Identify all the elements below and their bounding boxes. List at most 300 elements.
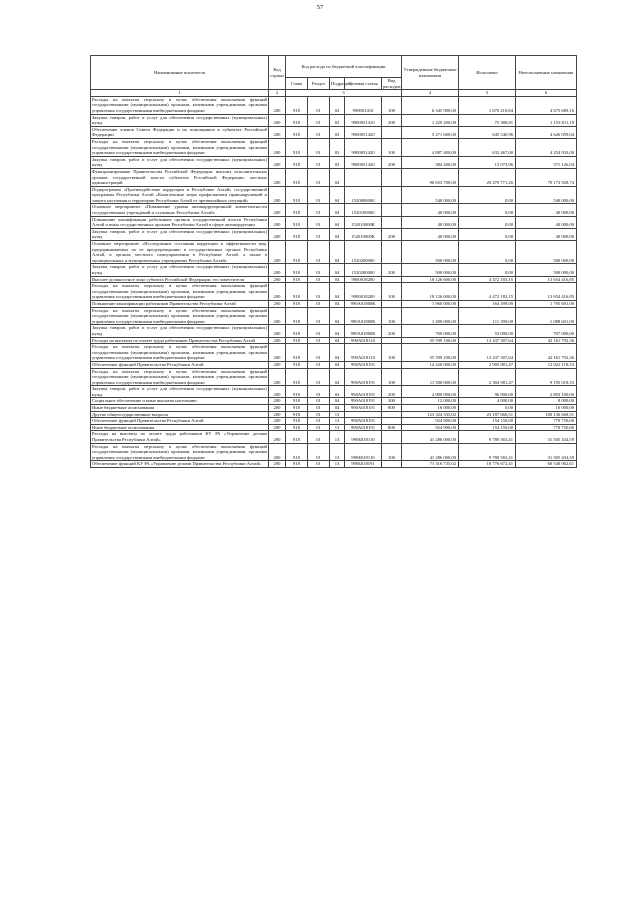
header-approved: Утвержденные бюджетные назначения — [402, 56, 459, 90]
row-unexecuted: 13 654 416,85 — [516, 283, 577, 301]
row-target: 990А01800К — [345, 300, 382, 307]
row-approved: 924 900,00 — [402, 418, 459, 425]
row-razdel: 01 — [308, 386, 330, 398]
row-code-line: 200 — [269, 156, 286, 168]
row-target: 1520200000 — [345, 241, 382, 264]
row-approved: 40 000,00 — [402, 204, 459, 216]
row-approved: 16 000,00 — [402, 405, 459, 412]
row-vid — [382, 431, 402, 443]
row-podrazdel: 04 — [330, 168, 345, 186]
row-name: Расходы на выплаты по оплате труда работников КУ РА «Управление делами Правительства Республики Алтай» — [92, 431, 267, 443]
row-vid: 100 — [382, 443, 402, 461]
table-row — [91, 386, 577, 398]
row-code-line: 200 — [269, 418, 286, 425]
row-unexecuted: 70 173 928,74 — [516, 168, 577, 186]
row-vid: 100 — [382, 344, 402, 362]
row-glava: 918 — [286, 337, 308, 344]
table-row — [91, 443, 577, 461]
row-vid: 100 — [382, 368, 402, 386]
row-approved: 55 599 100,00 — [402, 337, 459, 344]
row-unexecuted: 42 161 792,36 — [516, 344, 577, 362]
row-razdel: 01 — [308, 361, 330, 368]
row-name: Обеспечение членов Совета Федерации и их помощников в субъектах Российской Федерации — [92, 126, 267, 138]
row-executed: 13 437 307,64 — [459, 344, 516, 362]
table-row — [91, 204, 577, 216]
row-name: Расходы на выплаты персоналу в целях обеспечения выполнения функций государственными (муниципальными) органами, казенными учреждениями, органами управления государственными внебюджетными фондами — [92, 368, 267, 385]
row-podrazdel: 13 — [330, 431, 345, 443]
row-approved: 55 599 100,00 — [402, 344, 459, 362]
row-glava: 918 — [286, 96, 308, 114]
row-target: 9900018200 — [345, 276, 382, 283]
row-razdel: 01 — [308, 398, 330, 405]
row-vid: 200 — [382, 156, 402, 168]
row-glava: 918 — [286, 361, 308, 368]
row-approved: 41 286 000,00 — [402, 431, 459, 443]
row-approved: 540 000,00 — [402, 186, 459, 204]
row-vid — [382, 216, 402, 228]
row-approved: 1 960 000,00 — [402, 300, 459, 307]
row-code-line: 200 — [269, 431, 286, 443]
row-vid — [382, 276, 402, 283]
row-unexecuted: 371 126,04 — [516, 156, 577, 168]
row-target: 152010000К — [345, 228, 382, 240]
row-code-line: 200 — [269, 344, 286, 362]
row-approved: 5 271 600,00 — [402, 126, 459, 138]
row-unexecuted: 8 000,00 — [516, 398, 577, 405]
row-podrazdel: 04 — [330, 325, 345, 337]
row-vid: 100 — [382, 283, 402, 301]
row-approved: 6 345 900,00 — [402, 96, 459, 114]
row-name: Обеспечение функций Правительства Республики Алтай — [91, 361, 269, 368]
row-podrazdel: 04 — [330, 264, 345, 276]
row-name: Иные бюджетные ассигнования — [91, 405, 269, 412]
row-glava: 918 — [286, 307, 308, 325]
table-row — [91, 216, 577, 228]
row-vid: 800 — [382, 424, 402, 431]
row-podrazdel: 04 — [330, 361, 345, 368]
row-podrazdel: 04 — [330, 204, 345, 216]
row-name: Расходы на выплаты персоналу в целях обеспечения выполнения функций государственными (муниципальными) органами, казенными учреждениями, органами управления государственными внебюджетными фондами — [92, 283, 267, 300]
table-row — [91, 168, 577, 186]
header-executed: Исполнено — [459, 56, 516, 90]
row-podrazdel: 04 — [330, 300, 345, 307]
row-code-line: 200 — [269, 228, 286, 240]
row-podrazdel: 03 — [330, 126, 345, 138]
row-approved: 123 324 335,02 — [402, 411, 459, 418]
row-executed: 0,00 — [459, 241, 516, 264]
row-target: 990А01800К — [345, 307, 382, 325]
row-code-line: 200 — [269, 276, 286, 283]
row-code-line: 200 — [269, 126, 286, 138]
row-name: Функционирование Правительства Российской Федерации, высших исполнительных органов государственной власти субъектов Российской Федерации, местных администраций — [92, 168, 267, 186]
row-unexecuted: 40 000,00 — [516, 228, 577, 240]
row-razdel: 01 — [308, 405, 330, 412]
row-code-line: 200 — [269, 386, 286, 398]
row-podrazdel: 04 — [330, 368, 345, 386]
row-approved: 1 200 000,00 — [402, 307, 459, 325]
row-name: Иные бюджетные ассигнования — [91, 424, 269, 431]
row-unexecuted: 540 000,00 — [516, 186, 577, 204]
row-podrazdel: 04 — [330, 186, 345, 204]
row-razdel: 01 — [308, 461, 330, 468]
row-target: 990А018191 — [345, 361, 382, 368]
header-glava: Глава — [286, 78, 308, 90]
row-name: Высшее должностное лицо субъекта Российской Федерации, его заместители — [91, 276, 269, 283]
row-code-line: 200 — [269, 443, 286, 461]
row-target: 9900018200 — [345, 283, 382, 301]
row-target: 990А018191 — [345, 424, 382, 431]
row-podrazdel: 13 — [330, 411, 345, 418]
row-glava: 918 — [286, 461, 308, 468]
row-approved: 12 000,00 — [402, 398, 459, 405]
row-name: Обеспечение функций КУ РА «Управление делами Правительства Республики Алтай» — [91, 461, 269, 468]
row-podrazdel: 02 — [330, 96, 345, 114]
table-row — [91, 276, 577, 283]
table-row — [91, 300, 577, 307]
header-name: Наименование показателя — [91, 56, 269, 90]
row-target: 990А018191 — [345, 398, 382, 405]
row-razdel: 01 — [308, 264, 330, 276]
row-executed: 10 776 672,41 — [459, 461, 516, 468]
row-podrazdel: 13 — [330, 424, 345, 431]
row-executed: 20 479 771,26 — [459, 168, 516, 186]
row-name: Подпрограмма «Противодействие коррупции в Республике Алтай» государственной программы Республики Алтай «Комплексные меры профилактики правонарушений и защита населения и территории Республики Алтай от чрезвычайных ситуаций» — [92, 186, 267, 203]
row-executed: 111 399,00 — [459, 307, 516, 325]
table-row — [91, 228, 577, 240]
row-name: Повышение квалификации работников Правительства Республики Алтай — [91, 300, 269, 307]
row-podrazdel: 04 — [330, 276, 345, 283]
row-glava: 918 — [286, 405, 308, 412]
row-name: Закупка товаров, работ и услуг для обеспечения государственных (муниципальных) нужд — [92, 386, 267, 397]
row-executed: 9 780 565,41 — [459, 431, 516, 443]
row-razdel: 01 — [308, 283, 330, 301]
row-vid — [382, 361, 402, 368]
page-number: 57 — [316, 4, 324, 11]
header-target: Целевая статья — [345, 78, 382, 90]
row-unexecuted: 770 750,00 — [516, 424, 577, 431]
row-glava: 918 — [286, 368, 308, 386]
row-name: Закупка товаров, работ и услуг для обеспечения государственных (муниципальных) нужд — [92, 228, 267, 240]
row-approved: 14 428 000,00 — [402, 361, 459, 368]
row-code-line: 200 — [269, 361, 286, 368]
row-vid — [382, 186, 402, 204]
row-unexecuted: 1 153 811,19 — [516, 114, 577, 126]
row-target: 9900051420 — [345, 126, 382, 138]
table-body — [91, 96, 577, 467]
row-unexecuted: 707 000,00 — [516, 325, 577, 337]
row-unexecuted: 1 795 601,00 — [516, 300, 577, 307]
row-razdel: 01 — [308, 307, 330, 325]
row-approved: 760 000,00 — [402, 325, 459, 337]
row-executed: 154 150,00 — [459, 424, 516, 431]
row-code-line: 200 — [269, 204, 286, 216]
row-podrazdel: 13 — [330, 418, 345, 425]
row-unexecuted: 12 022 118,53 — [516, 361, 577, 368]
row-executed: 0,00 — [459, 216, 516, 228]
row-podrazdel: 04 — [330, 241, 345, 264]
row-razdel: 01 — [308, 186, 330, 204]
row-code-line: 200 — [269, 368, 286, 386]
table-row — [91, 96, 577, 114]
header-budget-code-group: Код расхода по бюджетной классификации — [286, 56, 402, 78]
row-podrazdel: 04 — [330, 344, 345, 362]
row-vid — [382, 337, 402, 344]
row-approved: 18 126 600,00 — [402, 276, 459, 283]
table-row — [91, 307, 577, 325]
row-vid — [382, 168, 402, 186]
row-vid: 800 — [382, 405, 402, 412]
col-num-1: 1 — [91, 90, 269, 97]
col-num-2: 2 — [269, 90, 286, 97]
row-code-line: 200 — [269, 405, 286, 412]
row-vid: 100 — [382, 307, 402, 325]
row-glava: 918 — [286, 156, 308, 168]
row-approved: 924 900,00 — [402, 424, 459, 431]
row-code-line: 200 — [269, 241, 286, 264]
header-code-line: Код строки — [269, 56, 286, 90]
col-num-6: 6 — [516, 90, 577, 97]
row-vid: 200 — [382, 325, 402, 337]
row-code-line: 200 — [269, 264, 286, 276]
row-target: 990А018191 — [345, 405, 382, 412]
row-executed: 2 304 981,47 — [459, 368, 516, 386]
row-unexecuted: 770 750,00 — [516, 418, 577, 425]
row-podrazdel: 13 — [330, 443, 345, 461]
row-code-line: 200 — [269, 114, 286, 126]
row-glava: 918 — [286, 443, 308, 461]
row-executed: 1 670 210,84 — [459, 96, 516, 114]
row-vid — [382, 126, 402, 138]
row-razdel: 01 — [308, 126, 330, 138]
table-row — [91, 368, 577, 386]
row-executed: 164 399,00 — [459, 300, 516, 307]
row-razdel: 01 — [308, 337, 330, 344]
row-executed: 0,00 — [459, 228, 516, 240]
row-target: 990А018191 — [345, 368, 382, 386]
row-vid — [382, 300, 402, 307]
row-target: 152010000К — [345, 216, 382, 228]
row-executed: 4 000,00 — [459, 398, 516, 405]
row-razdel: 01 — [308, 96, 330, 114]
table-row — [91, 283, 577, 301]
row-executed: 0,00 — [459, 264, 516, 276]
row-podrazdel: 03 — [330, 138, 345, 156]
header-vid: Вид расходов — [383, 78, 401, 89]
row-name: Повышение квалификации работников органов государственной власти Республики Алтай и иных государственных органов Республики Алтай в сфере антикоррупции — [92, 216, 267, 228]
table-row — [91, 344, 577, 362]
row-code-line: 200 — [269, 307, 286, 325]
row-razdel: 01 — [308, 114, 330, 126]
row-approved: 1 229 200,00 — [402, 114, 459, 126]
row-name: Другие общегосударственные вопросы — [91, 411, 269, 418]
row-executed: 13 073,96 — [459, 156, 516, 168]
row-target: 990А018110 — [345, 337, 382, 344]
row-unexecuted: 16 000,00 — [516, 405, 577, 412]
row-unexecuted: 40 000,00 — [516, 216, 577, 228]
row-podrazdel: 04 — [330, 228, 345, 240]
row-vid: 100 — [382, 138, 402, 156]
row-glava: 918 — [286, 126, 308, 138]
row-vid: 100 — [382, 96, 402, 114]
row-executed: 53 000,00 — [459, 325, 516, 337]
table-row — [91, 361, 577, 368]
row-glava: 918 — [286, 398, 308, 405]
row-name: Закупка товаров, работ и услуг для обеспечения государственных (муниципальных) нужд — [92, 264, 267, 275]
row-code-line: 200 — [269, 411, 286, 418]
table-row — [91, 156, 577, 168]
row-razdel: 01 — [308, 168, 330, 186]
row-unexecuted: 1 088 601,00 — [516, 307, 577, 325]
row-target: 1520200000 — [345, 264, 382, 276]
budget-execution-table — [90, 55, 577, 468]
row-approved: 2 900 000,00 — [402, 386, 459, 398]
row-razdel: 01 — [308, 241, 330, 264]
row-razdel: 01 — [308, 156, 330, 168]
row-target — [345, 411, 382, 418]
row-code-line: 200 — [269, 216, 286, 228]
row-razdel: 01 — [308, 431, 330, 443]
table-row — [91, 138, 577, 156]
row-code-line: 200 — [269, 325, 286, 337]
row-vid — [382, 461, 402, 468]
row-approved: 71 316 735,02 — [402, 461, 459, 468]
row-razdel: 01 — [308, 138, 330, 156]
row-glava: 918 — [286, 204, 308, 216]
row-name: Расходы на выплаты персоналу в целях обеспечения выполнения функций государственными (муниципальными) органами, казенными учреждениями, органами управления государственными внебюджетными фондами — [92, 344, 267, 361]
header-podrazdel: Подраздел — [330, 78, 345, 90]
row-name: Расходы на выплаты персоналу в целях обеспечения выполнения функций государственными (муниципальными) органами, казенными учреждениями, органами управления государственными внебюджетными фондами — [92, 307, 267, 324]
table-row — [91, 411, 577, 418]
row-glava: 918 — [286, 228, 308, 240]
row-name: Закупка товаров, работ и услуг для обеспечения государственных (муниципальных) нужд — [92, 114, 267, 126]
row-vid: 200 — [382, 228, 402, 240]
row-glava: 918 — [286, 386, 308, 398]
row-glava: 918 — [286, 168, 308, 186]
row-podrazdel: 04 — [330, 283, 345, 301]
row-approved: 41 286 000,00 — [402, 443, 459, 461]
row-target: 990Б018110 — [345, 431, 382, 443]
row-target: 990А018191 — [345, 386, 382, 398]
row-glava: 918 — [286, 431, 308, 443]
row-unexecuted: 31 505 434,59 — [516, 431, 577, 443]
row-razdel: 01 — [308, 300, 330, 307]
row-name: Закупка товаров, работ и услуг для обеспечения государственных (муниципальных) нужд — [92, 325, 267, 336]
row-name: Закупка товаров, работ и услуг для обеспечения государственных (муниципальных) нужд — [92, 156, 267, 168]
row-name: Основное мероприятие «Повышение уровня антикоррупционной компетентности государственных учреждений и служащих Республики Алтай» — [92, 204, 267, 216]
row-unexecuted: 42 161 792,36 — [516, 337, 577, 344]
row-glava: 918 — [286, 114, 308, 126]
row-approved: 500 000,00 — [402, 264, 459, 276]
row-unexecuted: 31 505 434,59 — [516, 443, 577, 461]
row-approved: 11 500 000,00 — [402, 368, 459, 386]
row-executed: 9 780 565,41 — [459, 443, 516, 461]
row-unexecuted: 40 000,00 — [516, 204, 577, 216]
row-executed: 23 187 666,51 — [459, 411, 516, 418]
row-razdel: 01 — [308, 418, 330, 425]
row-target: 9900051420 — [345, 156, 382, 168]
col-num-3: 3 — [286, 90, 402, 97]
row-razdel: 01 — [308, 228, 330, 240]
row-unexecuted: 13 654 416,85 — [516, 276, 577, 283]
row-glava: 918 — [286, 138, 308, 156]
row-vid: 300 — [382, 398, 402, 405]
row-code-line: 200 — [269, 398, 286, 405]
row-glava: 918 — [286, 186, 308, 204]
row-approved: 90 653 700,00 — [402, 168, 459, 186]
row-approved: 40 000,00 — [402, 216, 459, 228]
table-row — [91, 337, 577, 344]
row-glava: 918 — [286, 241, 308, 264]
row-unexecuted: 100 136 668,51 — [516, 411, 577, 418]
row-target: 990Б018110 — [345, 443, 382, 461]
row-glava: 918 — [286, 424, 308, 431]
row-glava: 918 — [286, 276, 308, 283]
row-unexecuted: 2 803 100,00 — [516, 386, 577, 398]
row-executed: 0,00 — [459, 186, 516, 204]
table-row — [91, 431, 577, 443]
row-executed: 4 472 183,15 — [459, 283, 516, 301]
row-podrazdel: 03 — [330, 156, 345, 168]
table-row — [91, 114, 577, 126]
table-row — [91, 398, 577, 405]
row-glava: 918 — [286, 264, 308, 276]
row-executed: 13 437 307,64 — [459, 337, 516, 344]
table-row — [91, 461, 577, 468]
row-glava: 918 — [286, 300, 308, 307]
row-vid: 200 — [382, 264, 402, 276]
row-glava: 918 — [286, 283, 308, 301]
row-unexecuted: 9 195 018,53 — [516, 368, 577, 386]
row-approved: 4 887 400,00 — [402, 138, 459, 156]
row-executed: 2 905 881,47 — [459, 361, 516, 368]
row-name: Расходы на выплаты персоналу в целях обеспечения выполнения функций государственными (муниципальными) органами, казенными учреждениями, органами управления государственными внебюджетными фондами — [92, 96, 267, 113]
row-glava: 918 — [286, 344, 308, 362]
row-podrazdel: 04 — [330, 386, 345, 398]
row-razdel: 01 — [308, 411, 330, 418]
row-glava: 918 — [286, 216, 308, 228]
row-target: 1520000000 — [345, 186, 382, 204]
row-executed: 632 467,00 — [459, 138, 516, 156]
col-num-5: 5 — [459, 90, 516, 97]
row-target: 9900051410 — [345, 114, 382, 126]
row-code-line: 200 — [269, 138, 286, 156]
row-executed: 0,00 — [459, 405, 516, 412]
row-podrazdel: 04 — [330, 405, 345, 412]
table-row — [91, 126, 577, 138]
row-code-line: 200 — [269, 300, 286, 307]
row-code-line: 200 — [269, 461, 286, 468]
row-razdel: 01 — [308, 325, 330, 337]
row-vid — [382, 241, 402, 264]
row-podrazdel: 04 — [330, 398, 345, 405]
row-unexecuted: 4 626 059,04 — [516, 126, 577, 138]
row-code-line: 200 — [269, 96, 286, 114]
row-podrazdel: 04 — [330, 307, 345, 325]
row-razdel: 01 — [308, 344, 330, 362]
row-glava: 918 — [286, 411, 308, 418]
table-row — [91, 325, 577, 337]
row-name: Расходы на выплаты по оплате труда работников Правительства Республики Алтай — [91, 337, 269, 344]
row-target: 990А018191 — [345, 418, 382, 425]
row-code-line: 200 — [269, 186, 286, 204]
row-name: Социальное обеспечение и иные выплаты населению — [91, 398, 269, 405]
row-executed: 75 388,81 — [459, 114, 516, 126]
row-razdel: 01 — [308, 368, 330, 386]
row-executed: 645 540,96 — [459, 126, 516, 138]
row-executed: 154 150,00 — [459, 418, 516, 425]
table-row — [91, 264, 577, 276]
table-row — [91, 418, 577, 425]
